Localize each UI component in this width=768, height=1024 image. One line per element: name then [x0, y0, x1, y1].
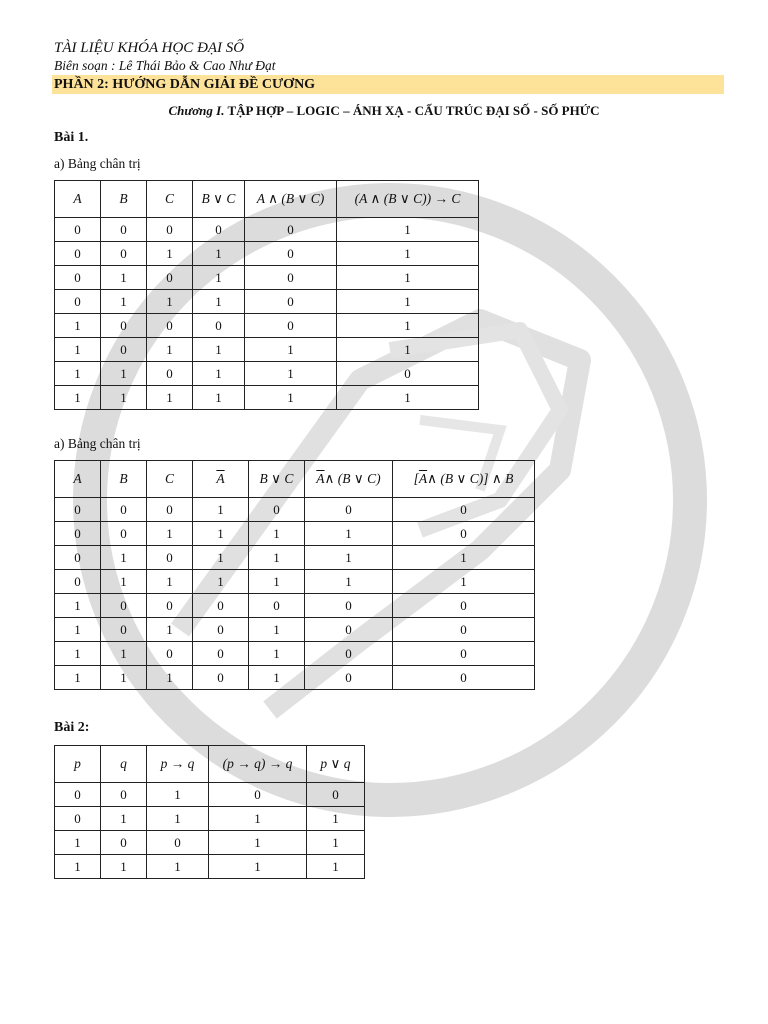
table-cell: 1 [101, 855, 147, 879]
col-header: p [55, 746, 101, 783]
table-cell: 0 [101, 314, 147, 338]
table-cell: 1 [55, 642, 101, 666]
table-cell: 1 [55, 362, 101, 386]
table-cell: 1 [337, 266, 479, 290]
table-cell: 1 [193, 362, 245, 386]
table-row [55, 522, 535, 546]
col-header: (A ∧ (B ∨ C)) → C [337, 181, 479, 218]
table-cell: 1 [147, 338, 193, 362]
table-cell: 1 [193, 546, 249, 570]
table-cell: 1 [249, 522, 305, 546]
table-cell: 0 [393, 666, 535, 690]
table2-body [55, 498, 535, 690]
table-cell: 1 [101, 362, 147, 386]
col-header: C [147, 181, 193, 218]
section-heading: PHẦN 2: HƯỚNG DẪN GIẢI ĐỀ CƯƠNG [52, 75, 724, 94]
table-header-row [55, 746, 365, 783]
table-cell: 1 [245, 386, 337, 410]
table-cell: 1 [249, 642, 305, 666]
table-cell: 1 [307, 831, 365, 855]
table-cell: 0 [147, 546, 193, 570]
exercise-2-title: Bài 2: [54, 720, 90, 735]
table-cell: 1 [147, 855, 209, 879]
table-cell: 0 [55, 522, 101, 546]
table-cell: 1 [337, 218, 479, 242]
table-cell: 0 [55, 218, 101, 242]
table-cell: 1 [147, 290, 193, 314]
table-cell: 0 [147, 218, 193, 242]
table-cell: 0 [245, 314, 337, 338]
table-cell: 0 [55, 546, 101, 570]
table-cell: 1 [101, 386, 147, 410]
table-cell: 0 [393, 642, 535, 666]
header-part: [ [413, 471, 419, 486]
table1-body [55, 218, 479, 410]
table-cell: 1 [147, 522, 193, 546]
table-cell: 0 [147, 594, 193, 618]
table-cell: 0 [147, 831, 209, 855]
table-cell: 0 [101, 783, 147, 807]
table-cell: 0 [393, 618, 535, 642]
table-cell: 0 [55, 498, 101, 522]
table-cell: 0 [147, 266, 193, 290]
col-header: A [55, 181, 101, 218]
table-cell: 1 [249, 666, 305, 690]
table-cell: 1 [209, 831, 307, 855]
table-cell: 1 [307, 855, 365, 879]
col-header: B ∨ C [193, 181, 245, 218]
table-cell: 1 [209, 855, 307, 879]
table-cell: 1 [249, 546, 305, 570]
chapter-heading [0, 103, 768, 119]
table-cell: 0 [305, 666, 393, 690]
table-cell: 1 [305, 570, 393, 594]
table-cell: 1 [209, 807, 307, 831]
table-cell: 1 [193, 290, 245, 314]
col-header: B [101, 181, 147, 218]
col-header [393, 461, 535, 498]
table-cell: 0 [55, 290, 101, 314]
table-cell: 1 [55, 855, 101, 879]
table-cell: 1 [147, 807, 209, 831]
table-row [55, 855, 365, 879]
table-header-row [55, 461, 535, 498]
exercise-1-title: Bài 1. [54, 130, 89, 145]
table-row [55, 218, 479, 242]
table-cell: 0 [147, 642, 193, 666]
col-header: A ∧ (B ∨ C) [245, 181, 337, 218]
table-row [55, 618, 535, 642]
table-cell: 1 [55, 618, 101, 642]
table-cell: 0 [393, 498, 535, 522]
col-header: p → q [147, 746, 209, 783]
table-cell: 1 [147, 570, 193, 594]
table-cell: 0 [193, 642, 249, 666]
table-cell: 1 [147, 783, 209, 807]
col-header: C [147, 461, 193, 498]
table-cell: 0 [305, 618, 393, 642]
col-header: q [101, 746, 147, 783]
table-cell: 0 [147, 498, 193, 522]
col-header [305, 461, 393, 498]
table-cell: 0 [393, 594, 535, 618]
table-row [55, 666, 535, 690]
table-cell: 1 [193, 498, 249, 522]
table-cell: 1 [193, 386, 245, 410]
table-cell: 0 [337, 362, 479, 386]
table-row [55, 498, 535, 522]
table-cell: 1 [193, 242, 245, 266]
document-title: TÀI LIỆU KHÓA HỌC ĐẠI SỐ [54, 40, 245, 56]
table2-caption: a) Bảng chân trị [54, 436, 141, 451]
table-cell: 1 [393, 546, 535, 570]
table-cell: 1 [55, 666, 101, 690]
table-cell: 1 [245, 362, 337, 386]
table-cell: 1 [245, 338, 337, 362]
table-cell: 1 [55, 594, 101, 618]
table-cell: 0 [305, 498, 393, 522]
negation-a: $\overline{A}$ [316, 471, 325, 486]
col-header: p ∨ q [307, 746, 365, 783]
table-cell: 1 [101, 570, 147, 594]
table-row [55, 338, 479, 362]
table-cell: 1 [305, 546, 393, 570]
table1-caption: a) Bảng chân trị [54, 156, 141, 171]
table-cell: 1 [147, 242, 193, 266]
table-row [55, 783, 365, 807]
table-cell: 1 [193, 338, 245, 362]
table-cell: 0 [55, 266, 101, 290]
table-cell: 0 [245, 290, 337, 314]
table-cell: 0 [249, 498, 305, 522]
table-cell: 1 [101, 807, 147, 831]
table-cell: 0 [245, 218, 337, 242]
table-cell: 0 [101, 218, 147, 242]
table-cell: 0 [245, 242, 337, 266]
table-cell: 1 [337, 242, 479, 266]
table-cell: 1 [55, 831, 101, 855]
table-cell: 1 [55, 338, 101, 362]
truth-table-2 [54, 460, 535, 690]
table-cell: 0 [101, 498, 147, 522]
table-cell: 1 [305, 522, 393, 546]
col-header: (p → q) → q [209, 746, 307, 783]
table-row [55, 314, 479, 338]
table-cell: 0 [55, 570, 101, 594]
table-cell: 0 [393, 522, 535, 546]
table-cell: 1 [55, 314, 101, 338]
table-cell: 1 [147, 618, 193, 642]
table-cell: 1 [147, 386, 193, 410]
table-header-row [55, 181, 479, 218]
truth-table-1 [54, 180, 479, 410]
table-cell: 0 [305, 594, 393, 618]
table-cell: 0 [307, 783, 365, 807]
table-cell: 0 [55, 783, 101, 807]
table-cell: 1 [193, 522, 249, 546]
table-cell: 0 [55, 807, 101, 831]
table-cell: 0 [249, 594, 305, 618]
author-line: Biên soạn : Lê Thái Bảo & Cao Như Đạt [54, 58, 276, 73]
table-cell: 0 [101, 594, 147, 618]
table-cell: 1 [193, 570, 249, 594]
negation-a: $\overline{A}$ [216, 471, 225, 486]
col-header: A [55, 461, 101, 498]
table-row [55, 594, 535, 618]
table-row [55, 386, 479, 410]
table-row [55, 546, 535, 570]
table-cell: 0 [209, 783, 307, 807]
table-row [55, 570, 535, 594]
table-cell: 1 [147, 666, 193, 690]
table-cell: 0 [147, 314, 193, 338]
table-cell: 1 [101, 266, 147, 290]
col-header [193, 461, 249, 498]
table-row [55, 642, 535, 666]
table-cell: 1 [193, 266, 245, 290]
table-cell: 1 [55, 386, 101, 410]
table-cell: 0 [305, 642, 393, 666]
table3-body [55, 783, 365, 879]
table-cell: 0 [101, 338, 147, 362]
table-cell: 0 [101, 242, 147, 266]
table-row [55, 362, 479, 386]
table-row [55, 831, 365, 855]
table-cell: 0 [101, 831, 147, 855]
table-cell: 0 [193, 666, 249, 690]
table-cell: 1 [337, 386, 479, 410]
table-cell: 1 [101, 666, 147, 690]
table-cell: 1 [337, 338, 479, 362]
header-part: ∧ (B ∨ C) [324, 471, 381, 486]
table-cell: 1 [337, 314, 479, 338]
table-cell: 0 [193, 314, 245, 338]
table-row [55, 266, 479, 290]
table-cell: 0 [193, 218, 245, 242]
col-header: B ∨ C [249, 461, 305, 498]
truth-table-3 [54, 745, 365, 879]
chapter-label: Chương I. [168, 103, 225, 118]
table-row [55, 807, 365, 831]
table-cell: 0 [101, 618, 147, 642]
table-cell: 1 [393, 570, 535, 594]
table-cell: 0 [147, 362, 193, 386]
table-cell: 1 [337, 290, 479, 314]
table-cell: 0 [101, 522, 147, 546]
table-cell: 1 [307, 807, 365, 831]
table-cell: 0 [55, 242, 101, 266]
table-cell: 0 [245, 266, 337, 290]
table-cell: 1 [101, 290, 147, 314]
col-header: B [101, 461, 147, 498]
header-part: ∧ (B ∨ C)] ∧ B [427, 471, 514, 486]
table-cell: 1 [101, 642, 147, 666]
negation-a: $\overline{A}$ [418, 471, 428, 486]
table-cell: 0 [193, 594, 249, 618]
table-cell: 0 [193, 618, 249, 642]
table-row [55, 290, 479, 314]
chapter-title: TẬP HỢP – LOGIC – ÁNH XẠ - CẤU TRÚC ĐẠI SỐ - SỐ PHỨC [227, 103, 600, 118]
table-cell: 1 [249, 570, 305, 594]
table-row [55, 242, 479, 266]
table-cell: 1 [249, 618, 305, 642]
table-cell: 1 [101, 546, 147, 570]
